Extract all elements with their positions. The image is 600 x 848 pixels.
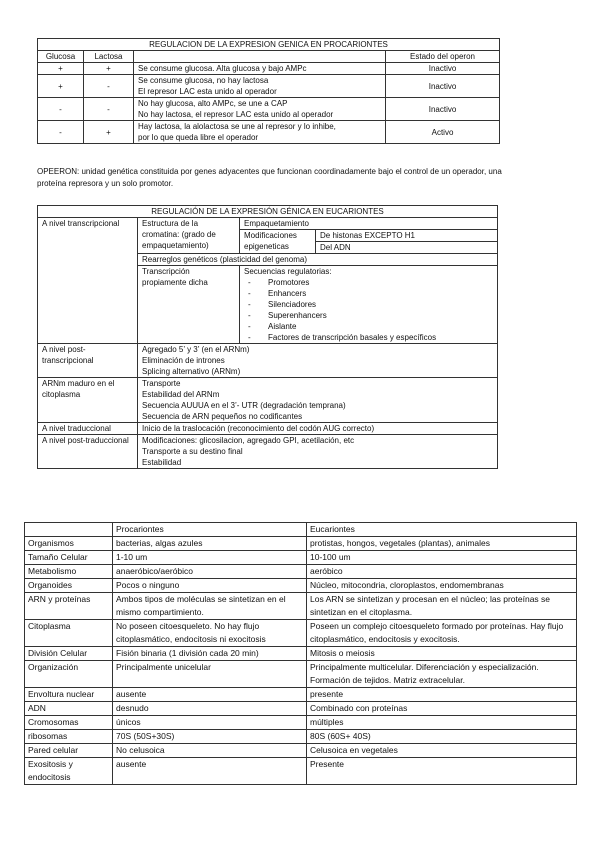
list-item: Estabilidad del ARNm [142,390,220,399]
table-row [25,744,577,758]
table-cell: protistas, hongos, vegetales (plantas), animales [307,537,577,551]
table-cell: anaeróbico/aeróbico [113,565,307,579]
transcripcion-propia: Transcripción propiamente dicha [138,266,240,344]
table-cell: Pocos o ninguno [113,579,307,593]
row-label: ARN y proteínas [25,593,113,620]
list-item: Eliminación de intrones [142,356,225,365]
prokaryote-regulation-table [37,38,500,144]
row-label: Envoltura nuclear [25,688,113,702]
arnm-items [138,378,498,423]
row-label: Metabolismo [25,565,113,579]
row-label: Citoplasma [25,620,113,647]
desc-line: Se consume glucosa, no hay lactosa [138,76,269,85]
row-label: Cromosomas [25,716,113,730]
desc-line: Se consume glucosa. Alta glucosa y bajo AMPc [138,64,307,73]
glucosa-cell: - [38,98,84,121]
table-cell: bacterias, algas azules [113,537,307,551]
table-cell: múltiples [307,716,577,730]
table-cell: 1-10 um [113,551,307,565]
table-cell: Núcleo, mitocondria, cloroplastos, endomembranas [307,579,577,593]
header-cell [25,523,113,537]
post-traduccional-items [138,435,498,469]
glucosa-cell: + [38,75,84,98]
list-item: - Factores de transcripción basales y específicos [268,332,493,343]
level-arnm-citoplasma: ARNm maduro en el citoplasma [38,378,138,423]
list-item: - Silenciadores [268,299,493,310]
estado-cell: Inactivo [386,75,500,98]
list-item: - Aislante [268,321,493,332]
table-cell: presente [307,688,577,702]
row-label: ribosomas [25,730,113,744]
level-post-traduccional: A nivel post-traduccional [38,435,138,469]
table-row [25,758,577,785]
col-estado: Estado del operon [386,51,500,63]
table-cell: Principalmente unicelular [113,661,307,688]
row-label: Organoides [25,579,113,593]
opeeron-definition: OPEERON: unidad genética constituida por genes adyacentes que funcionan coordinadamente bajo el control de un operador, una proteína represora y un solo promotor. [37,167,502,188]
table-cell: Fisión binaria (1 división cada 20 min) [113,647,307,661]
list-item: - Enhancers [268,288,493,299]
col-desc-empty [134,51,386,63]
list-item: Splicing alternativo (ARNm) [142,367,241,376]
table-row [25,661,577,688]
secuencias-list [244,277,493,343]
table-cell: No poseen citoesqueleto. No hay flujo citoplasmático, endocitosis ni exocitosis [113,620,307,647]
desc-line: por lo que queda libre el operador [138,133,259,142]
desc-line: Hay lactosa, la alolactosa se une al represor y lo inhibe, [138,122,336,131]
comparison-table [24,522,577,785]
table-row [25,593,577,620]
table-cell: Los ARN se sintetizan y procesan en el núcleo; las proteínas se sintetizan en el citoplasma. [307,593,577,620]
desc-cell [134,63,386,75]
table-cell: Combinado con proteínas [307,702,577,716]
post-transcripcional-items [138,344,498,378]
level-transcripcional: A nivel transcripcional [38,218,138,344]
table-cell: Poseen un complejo citoesqueleto formado por proteínas. Hay flujo citoplasmático, endocitosis y exocitosis. [307,620,577,647]
table-row [25,551,577,565]
level-traduccional: A nivel traduccional [38,423,138,435]
table-row [25,702,577,716]
eukaryote-regulation-table [37,205,498,469]
table-row [38,75,500,98]
estado-cell: Activo [386,121,500,144]
table-row [25,647,577,661]
list-item: Secuencia de ARN pequeños no codificantes [142,412,303,421]
table-cell: aeróbico [307,565,577,579]
desc-line: El represor LAC esta unido al operador [138,87,277,96]
list-item: Secuencia AUUUA en el 3’- UTR (degradación temprana) [142,401,346,410]
table-cell: Ambos tipos de moléculas se sintetizan en el mismo compartimiento. [113,593,307,620]
list-item: - Superenhancers [268,310,493,321]
desc-cell [134,75,386,98]
table-row [38,63,500,75]
eukaryote-table-title: REGULACIÓN DE LA EXPRESIÓN GÉNICA EN EUCARIONTES [38,206,498,218]
rearreglos-geneticos: Rearreglos genéticos (plasticidad del genoma) [138,254,498,266]
table-row [25,730,577,744]
list-item: Estabilidad [142,458,182,467]
table-row [38,98,500,121]
estado-cell: Inactivo [386,98,500,121]
list-item: Modificaciones: glicosilacion, agregado GPI, acetilación, etc [142,436,355,445]
table-cell: Principalmente multicelular. Diferenciación y especialización. Formación de tejidos. Matriz extracelular. [307,661,577,688]
table-cell: ausente [113,758,307,785]
list-item: Transporte a su destino final [142,447,243,456]
desc-cell [134,121,386,144]
row-label: División Celular [25,647,113,661]
table-row [25,579,577,593]
glucosa-cell: + [38,63,84,75]
table-row [25,537,577,551]
desc-line: No hay glucosa, alto AMPc, se une a CAP [138,99,288,108]
table-row [25,565,577,579]
table-cell: 10-100 um [307,551,577,565]
desc-cell [134,98,386,121]
table-row [25,688,577,702]
table-row [25,716,577,730]
secuencias-regulatorias-cell [240,266,498,344]
row-label: Pared celular [25,744,113,758]
table-row [25,620,577,647]
table-cell: 80S (60S+ 40S) [307,730,577,744]
table-cell: ausente [113,688,307,702]
table-cell: Celusoica en vegetales [307,744,577,758]
table-cell: 70S (50S+30S) [113,730,307,744]
row-label: Exositosis y endocitosis [25,758,113,785]
lactosa-cell: + [84,121,134,144]
header-cell: Eucariontes [307,523,577,537]
table-header-row [25,523,577,537]
estructura-cromatina: Estructura de la cromatina: (grado de empaquetamiento) [138,218,240,254]
empaquetamiento: Empaquetamiento [240,218,498,230]
estado-cell: Inactivo [386,63,500,75]
table-cell: No celusoica [113,744,307,758]
table-row [38,121,500,144]
modificaciones-epigeneticas: Modificaciones epigeneticas [240,230,316,254]
prokaryote-table-title: REGULACION DE LA EXPRESION GENICA EN PROCARIONTES [38,39,500,51]
table-cell: únicos [113,716,307,730]
table-cell: desnudo [113,702,307,716]
desc-line: No hay lactosa, el represor LAC esta unido al operador [138,110,334,119]
list-item: - Promotores [268,277,493,288]
row-label: Organización [25,661,113,688]
row-label: Organismos [25,537,113,551]
table-cell: Mitosis o meiosis [307,647,577,661]
lactosa-cell: + [84,63,134,75]
header-cell: Procariontes [113,523,307,537]
lactosa-cell: - [84,75,134,98]
glucosa-cell: - [38,121,84,144]
row-label: Tamaño Celular [25,551,113,565]
table-cell: Presente [307,758,577,785]
traduccional-text: Inicio de la traslocación (reconocimiento del codón AUG correcto) [138,423,498,435]
secuencias-regulatorias-title: Secuencias regulatorias: [244,267,332,276]
col-lactosa: Lactosa [84,51,134,63]
col-glucosa: Glucosa [38,51,84,63]
row-label: ADN [25,702,113,716]
list-item: Transporte [142,379,181,388]
modificacion-adn: Del ADN [316,242,498,254]
modificacion-histonas: De histonas EXCEPTO H1 [316,230,498,242]
level-post-transcripcional: A nivel post-transcripcional [38,344,138,378]
lactosa-cell: - [84,98,134,121]
list-item: Agregado 5’ y 3’ (en el ARNm) [142,345,250,354]
